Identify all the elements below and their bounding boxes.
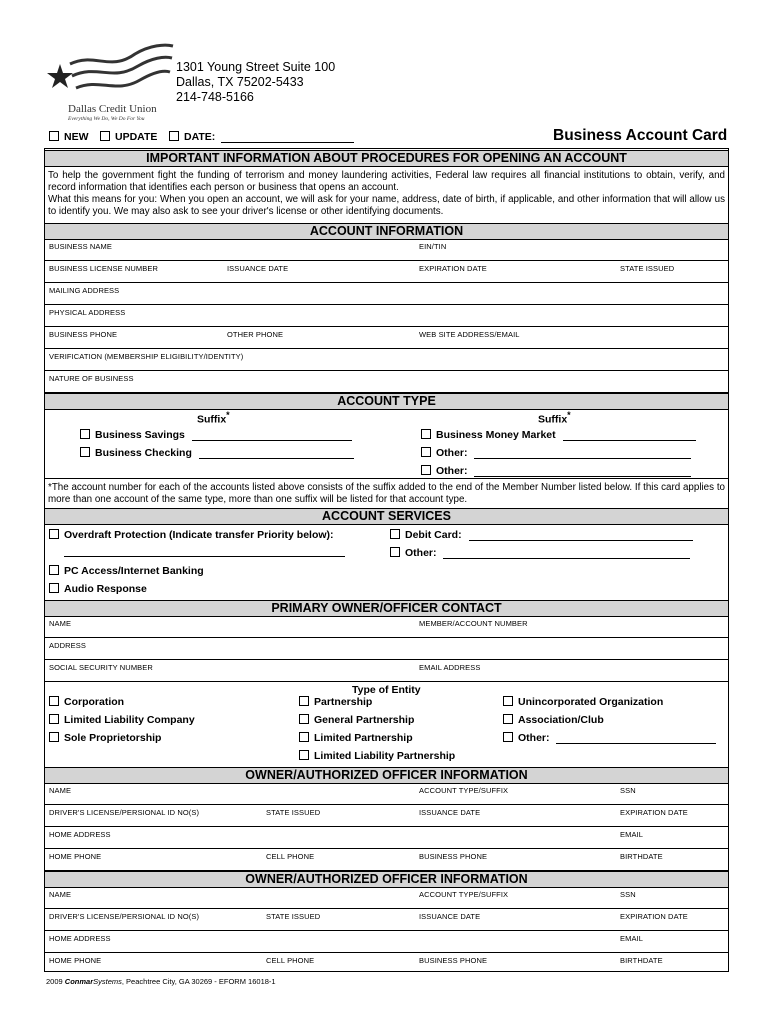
llp-checkbox[interactable] [299, 750, 309, 760]
unincorporated-checkbox[interactable] [503, 696, 513, 706]
officer1-name-label: NAME [49, 786, 72, 795]
address-line1: 1301 Young Street Suite 100 [176, 60, 336, 74]
important-info-p2: What this means for you: When you open an account, we will ask for your name, address, date of birth, if applicable, and other information that will allow us to identify you. We may also ask to see your driver's license or other identifying documents. [48, 194, 725, 217]
mailing-address-label: MAILING ADDRESS [49, 286, 120, 295]
business-checking-option[interactable]: Business Checking [80, 447, 354, 459]
entity-other-field[interactable] [556, 733, 716, 744]
officer1-expiration-date-label: EXPIRATION DATE [620, 808, 688, 817]
entity-other-option[interactable]: Other: [503, 732, 716, 744]
general-partnership-checkbox[interactable] [299, 714, 309, 724]
footer-year: 2009 [46, 977, 63, 986]
account-type-other-field-2[interactable] [474, 466, 691, 477]
officer2-home-address-label: HOME ADDRESS [49, 934, 111, 943]
association-option[interactable]: Association/Club [503, 714, 604, 726]
limited-partnership-checkbox[interactable] [299, 732, 309, 742]
officer2-ssn-label: SSN [620, 890, 636, 899]
officer2-name-row[interactable] [45, 887, 728, 909]
primary-name-label: NAME [49, 619, 72, 628]
license-row[interactable] [45, 261, 728, 283]
overdraft-priority-field[interactable] [64, 556, 345, 557]
overdraft-option[interactable]: Overdraft Protection (Indicate transfer Priority below): [49, 529, 334, 541]
other-phone-label: OTHER PHONE [227, 330, 284, 339]
tagline: Everything We Do, We Do For You [68, 116, 145, 122]
business-savings-suffix-field[interactable] [192, 430, 352, 441]
officer1-ssn-label: SSN [620, 786, 636, 795]
primary-address-label: ADDRESS [49, 641, 86, 650]
officer1-email-label: EMAIL [620, 830, 644, 839]
limited-partnership-option[interactable]: Limited Partnership [299, 732, 413, 744]
partnership-checkbox[interactable] [299, 696, 309, 706]
primary-contact-heading: PRIMARY OWNER/OFFICER CONTACT [45, 600, 728, 617]
officer2-business-phone-label: BUSINESS PHONE [419, 956, 488, 965]
suffix-note: *The account number for each of the accounts listed above consists of the suffix added to the end of the Member Number listed below. If this card applies to more than one account of the same type, more than one suffix will be listed for that account type. [48, 482, 725, 505]
mailing-address-row[interactable] [45, 283, 728, 305]
officer1-state-issued-label: STATE ISSUED [266, 808, 321, 817]
verification-label: VERIFICATION (MEMBERSHIP ELIGIBILITY/IDENTITY) [49, 352, 244, 361]
logo [40, 42, 175, 124]
website-label: WEB SITE ADDRESS/EMAIL [419, 330, 520, 339]
ein-label: EIN/TIN [419, 242, 447, 251]
form-title: Business Account Card [553, 127, 728, 144]
officer1-address-row[interactable] [45, 827, 728, 849]
nature-row[interactable] [45, 371, 728, 393]
account-type-other-option-1[interactable]: Other: [421, 447, 691, 459]
officer1-dl-label: DRIVER'S LICENSE/PERSIONAL ID NO(S) [49, 808, 200, 817]
entity-type-heading: Type of Entity [352, 684, 421, 696]
primary-ssn-row[interactable] [45, 660, 728, 682]
account-type-other-field-1[interactable] [474, 448, 691, 459]
debit-card-checkbox[interactable] [390, 529, 400, 539]
officer1-business-phone-label: BUSINESS PHONE [419, 852, 488, 861]
address-line2: Dallas, TX 75202-5433 [176, 75, 304, 89]
state-issued-label: STATE ISSUED [620, 264, 675, 273]
expiration-date-label: EXPIRATION DATE [419, 264, 487, 273]
business-phone-label: BUSINESS PHONE [49, 330, 118, 339]
sole-prop-checkbox[interactable] [49, 732, 59, 742]
update-option[interactable]: UPDATE [100, 131, 157, 143]
officer2-issuance-date-label: ISSUANCE DATE [419, 912, 481, 921]
partnership-option[interactable]: Partnership [299, 696, 372, 708]
account-type-heading: ACCOUNT TYPE [45, 393, 728, 410]
date-checkbox[interactable] [169, 131, 179, 141]
primary-address-row[interactable] [45, 638, 728, 660]
physical-address-row[interactable] [45, 305, 728, 327]
officer1-dl-row[interactable] [45, 805, 728, 827]
officer1-account-type-label: ACCOUNT TYPE/SUFFIX [419, 786, 509, 795]
account-services-heading: ACCOUNT SERVICES [45, 508, 728, 525]
officer2-phone-row[interactable] [45, 953, 728, 971]
license-number-label: BUSINESS LICENSE NUMBER [49, 264, 158, 273]
footer-brand: ConmarSystems [64, 977, 122, 986]
primary-name-row[interactable] [45, 616, 728, 638]
footer-text: , Peachtree City, GA 30269 - EFORM 16018-1 [121, 977, 276, 986]
officer2-home-phone-label: HOME PHONE [49, 956, 102, 965]
llp-option[interactable]: Limited Liability Partnership [299, 750, 455, 762]
officer2-heading: OWNER/AUTHORIZED OFFICER INFORMATION [45, 871, 728, 888]
member-number-label: MEMBER/ACCOUNT NUMBER [419, 619, 528, 628]
primary-ssn-label: SOCIAL SECURITY NUMBER [49, 663, 153, 672]
officer1-name-row[interactable] [45, 783, 728, 805]
services-other-field[interactable] [443, 548, 690, 559]
business-checking-checkbox[interactable] [80, 447, 90, 457]
account-type-divider [45, 478, 728, 479]
account-info-heading: ACCOUNT INFORMATION [45, 223, 728, 240]
association-checkbox[interactable] [503, 714, 513, 724]
officer1-home-address-label: HOME ADDRESS [49, 830, 111, 839]
phone-row[interactable] [45, 327, 728, 349]
officer2-email-label: EMAIL [620, 934, 644, 943]
debit-card-field[interactable] [469, 530, 693, 541]
money-market-option[interactable]: Business Money Market [421, 429, 696, 441]
business-name-row[interactable] [45, 239, 728, 261]
pc-access-option[interactable]: PC Access/Internet Banking [49, 565, 204, 577]
suffix-right-label: Suffix* [538, 410, 571, 426]
date-option[interactable]: DATE: [169, 131, 354, 143]
important-info-heading: IMPORTANT INFORMATION ABOUT PROCEDURES FOR OPENING AN ACCOUNT [45, 150, 728, 167]
unincorporated-option[interactable]: Unincorporated Organization [503, 696, 663, 708]
nature-label: NATURE OF BUSINESS [49, 374, 134, 383]
officer1-cell-phone-label: CELL PHONE [266, 852, 315, 861]
pc-access-checkbox[interactable] [49, 565, 59, 575]
new-checkbox[interactable] [49, 131, 59, 141]
new-option[interactable]: NEW [49, 131, 89, 143]
general-partnership-option[interactable]: General Partnership [299, 714, 414, 726]
business-checking-suffix-field[interactable] [199, 448, 354, 459]
llc-checkbox[interactable] [49, 714, 59, 724]
update-checkbox[interactable] [100, 131, 110, 141]
officer2-dl-row[interactable] [45, 909, 728, 931]
account-type-other-option-2[interactable]: Other: [421, 465, 691, 477]
sole-prop-option[interactable]: Sole Proprietorship [49, 732, 161, 744]
money-market-checkbox[interactable] [421, 429, 431, 439]
officer2-address-row[interactable] [45, 931, 728, 953]
officer2-birthdate-label: BIRTHDATE [620, 956, 663, 965]
physical-address-label: PHYSICAL ADDRESS [49, 308, 126, 317]
date-field[interactable] [221, 132, 354, 143]
audio-response-option[interactable]: Audio Response [49, 583, 147, 595]
primary-email-label: EMAIL ADDRESS [419, 663, 481, 672]
audio-response-checkbox[interactable] [49, 583, 59, 593]
officer1-home-phone-label: HOME PHONE [49, 852, 102, 861]
officer1-issuance-date-label: ISSUANCE DATE [419, 808, 481, 817]
entity-other-checkbox[interactable] [503, 732, 513, 742]
account-type-other-checkbox-1[interactable] [421, 447, 431, 457]
business-name-label: BUSINESS NAME [49, 242, 112, 251]
corporation-option[interactable]: Corporation [49, 696, 124, 708]
officer2-cell-phone-label: CELL PHONE [266, 956, 315, 965]
corporation-checkbox[interactable] [49, 696, 59, 706]
footer [46, 977, 276, 986]
officer2-account-type-label: ACCOUNT TYPE/SUFFIX [419, 890, 509, 899]
services-other-option[interactable]: Other: [390, 547, 690, 559]
llc-option[interactable]: Limited Liability Company [49, 714, 195, 726]
overdraft-checkbox[interactable] [49, 529, 59, 539]
debit-card-option[interactable]: Debit Card: [390, 529, 693, 541]
org-name: Dallas Credit Union [68, 103, 157, 115]
logo-star-swoosh [40, 42, 175, 102]
account-type-other-checkbox-2[interactable] [421, 465, 431, 475]
officer2-name-label: NAME [49, 890, 72, 899]
officer1-birthdate-label: BIRTHDATE [620, 852, 663, 861]
officer1-phone-row[interactable] [45, 849, 728, 871]
verification-row[interactable] [45, 349, 728, 371]
officer2-expiration-date-label: EXPIRATION DATE [620, 912, 688, 921]
business-savings-checkbox[interactable] [80, 429, 90, 439]
services-other-checkbox[interactable] [390, 547, 400, 557]
suffix-left-label: Suffix* [197, 410, 230, 426]
officer1-heading: OWNER/AUTHORIZED OFFICER INFORMATION [45, 767, 728, 784]
important-info-p1: To help the government fight the funding of terrorism and money laundering activities, Federal law requires all financial institutions to obtain, verify, and record information that identifies each person or business that opens an account. [48, 170, 725, 193]
phone-number: 214-748-5166 [176, 90, 254, 104]
officer2-state-issued-label: STATE ISSUED [266, 912, 321, 921]
money-market-suffix-field[interactable] [563, 430, 696, 441]
issuance-date-label: ISSUANCE DATE [227, 264, 289, 273]
officer2-dl-label: DRIVER'S LICENSE/PERSIONAL ID NO(S) [49, 912, 200, 921]
business-savings-option[interactable]: Business Savings [80, 429, 352, 441]
